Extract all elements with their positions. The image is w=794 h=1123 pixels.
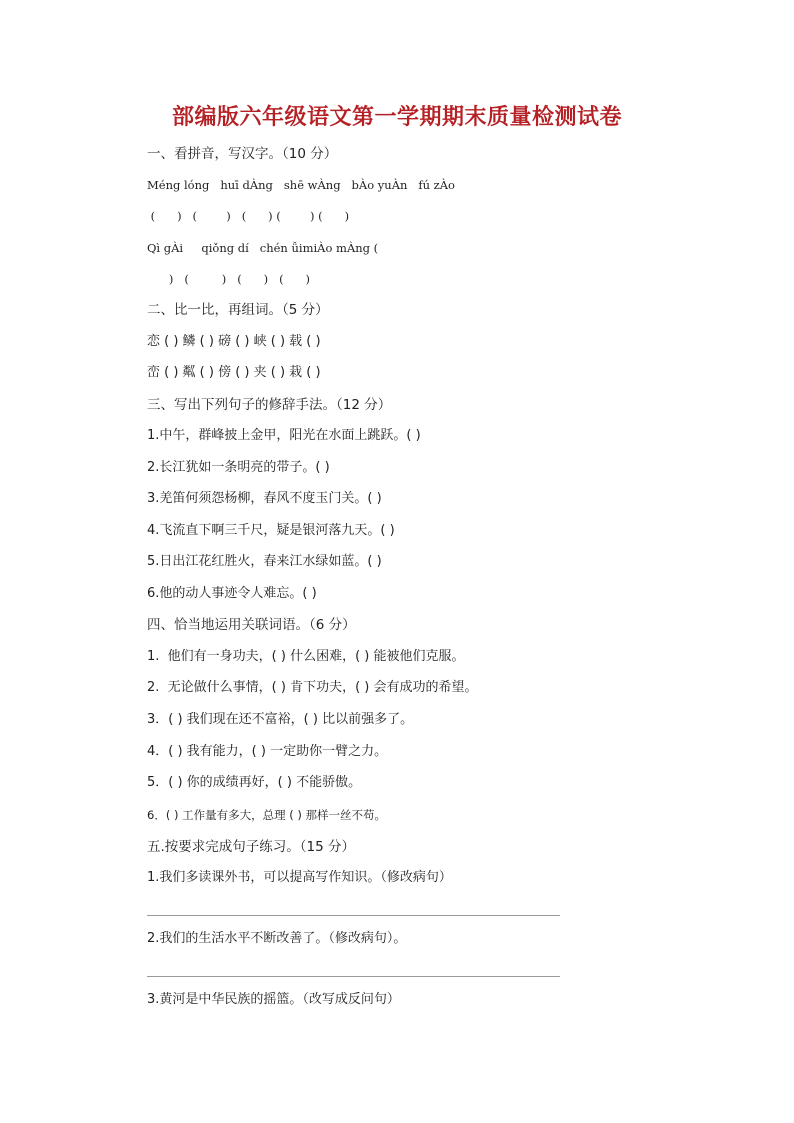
- rhetoric-item: 1.中午，群峰披上金甲，阳光在水面上跳跃。( ): [147, 428, 421, 443]
- conjunction-item: 2. 无论做什么事情，( ) 肯下功夫，( ) 会有成功的希望。: [147, 680, 478, 695]
- rhetoric-item: 2.长江犹如一条明亮的带子。( ): [147, 460, 330, 475]
- section2-heading: 二、比一比，再组词。（5 分）: [147, 302, 329, 318]
- sentence-exercise-item: 1.我们多读课外书，可以提高写作知识。（修改病句）: [147, 870, 452, 885]
- pinyin-row-2: Qì gÀi qiǒng dí chén ǚimiÀo mÀng (: [147, 241, 379, 255]
- section5-heading: 五.按要求完成句子练习。（15 分）: [147, 839, 356, 855]
- conjunction-item: 6．( ) 工作量有多大，总理 ( ) 那样一丝不苟。: [147, 808, 387, 822]
- rhetoric-item: 3.羌笛何须怨杨柳，春风不度玉门关。( ): [147, 491, 382, 506]
- conjunction-item: 3．( ) 我们现在还不富裕，( ) 比以前强多了。: [147, 712, 414, 727]
- exam-title: 部编版六年级语文第一学期期末质量检测试卷: [171, 105, 622, 130]
- rhetoric-item: 5.日出江花红胜火，春来江水绿如蓝。( ): [147, 554, 382, 569]
- section1-heading: 一、看拼音，写汉字。（10 分）: [147, 146, 338, 162]
- sentence-exercise-item: 2.我们的生活水平不断改善了。（修改病句）。: [147, 931, 407, 946]
- blank-row-2: ) ( ) ( ) ( ): [147, 272, 311, 286]
- blank-row-1: ( ) ( ) ( ) ( ) ( ): [147, 209, 350, 223]
- sentence-exercise-item: 3.黄河是中华民族的摇篮。（改写成反问句）: [147, 992, 400, 1007]
- answer-line[interactable]: [147, 976, 560, 977]
- answer-line[interactable]: [147, 915, 560, 916]
- conjunction-item: 4．( ) 我有能力，( ) 一定助你一臂之力。: [147, 744, 388, 759]
- conjunction-item: 5．( ) 你的成绩再好，( ) 不能骄傲。: [147, 775, 362, 790]
- conjunction-item: 1. 他们有一身功夫，( ) 什么困难，( ) 能被他们克服。: [147, 649, 465, 664]
- rhetoric-item: 4.飞流直下啊三千尺，疑是银河落九天。( ): [147, 523, 395, 538]
- compare-row-2: 峦 ( ) 粼 ( ) 傍 ( ) 夹 ( ) 栽 ( ): [147, 365, 321, 380]
- section4-heading: 四、恰当地运用关联词语。（6 分）: [147, 617, 356, 633]
- compare-row-1: 恋 ( ) 鳞 ( ) 磅 ( ) 峡 ( ) 载 ( ): [147, 334, 321, 349]
- pinyin-row-1: Méng lóng huī dÀng shē wÀng bÀo yuÀn fú zÀo: [147, 178, 455, 192]
- section3-heading: 三、写出下列句子的修辞手法。（12 分）: [147, 397, 392, 413]
- rhetoric-item: 6.他的动人事迹令人难忘。( ): [147, 586, 317, 601]
